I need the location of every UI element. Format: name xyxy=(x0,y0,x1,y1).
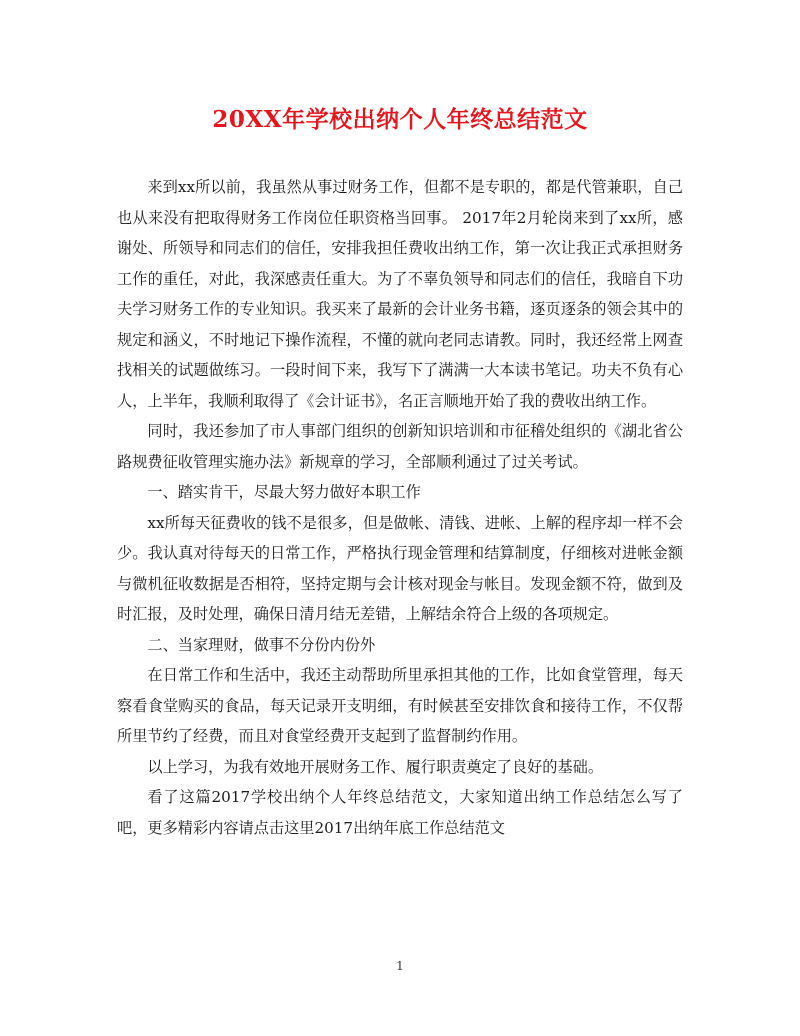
paragraph-foundation: 以上学习，为我有效地开展财务工作、履行职责奠定了良好的基础。 xyxy=(147,757,604,776)
paragraph-intro: 来到xx所以前，我虽然从事过财务工作，但都不是专职的，都是代管兼职，自己也从来没有把取得财务工作岗位任职资格当回事。 2017年2月轮岗来到了xx所，感谢处、所领导和同志们的信任，安排我担任费收出纳工作，第一次让我正式承担财务工作的重任，对此，我深感责任重大。为了不辜负领导和同志们的信任，我暗自下功夫学习财务工作的专业知识。我买来了最新的会计业务书籍，逐页逐条的领会其中的规定和涵义，不时地记下操作流程，不懂的就向老同志请教。同时，我还经常上网查找相关的试题做练习。一段时间下来，我写下了满满一大本读书笔记。功夫不负有心人，上半年，我顺利取得了《会计证书》，名正言顺地开始了我的费收出纳工作。 xyxy=(117,178,683,410)
paragraph-other-work: 在日常工作和生活中，我还主动帮助所里承担其他的工作，比如食堂管理，每天察看食堂购买的食品，每天记录开支明细，有时候甚至安排饮食和接待工作，不仅帮所里节约了经费，而且对食堂经费开支起到了监督制约作用。 xyxy=(117,666,683,745)
document-body xyxy=(117,172,683,843)
section-heading-1: 一、踏实肯干，尽最大努力做好本职工作 xyxy=(147,483,421,501)
document-title: 20XX年学校出纳个人年终总结范文 xyxy=(212,106,588,133)
paragraph-daily-work: xx所每天征费收的钱不是很多，但是做帐、清钱、进帐、上解的程序却一样不会少。我认真对待每天的日常工作，严格执行现金管理和结算制度，仔细核对进帐金额与微机征收数据是否相符，坚持定期与会计核对现金与帐目。发现金额不符，做到及时汇报，及时处理，确保日清月结无差错，上解结余符合上级的各项规定。 xyxy=(117,513,683,623)
section-heading-2: 二、当家理财，做事不分份内份外 xyxy=(147,635,376,654)
paragraph-training: 同时，我还参加了市人事部门组织的创新知识培训和市征稽处组织的《湖北省公路规费征收管理实施办法》新规章的学习，全部顺利通过了过关考试。 xyxy=(117,422,683,471)
paragraph-closing: 看了这篇2017学校出纳个人年终总结范文，大家知道出纳工作总结怎么写了吧，更多精彩内容请点击这里2017出纳年底工作总结范文 xyxy=(117,788,683,837)
page-number: 1 xyxy=(396,959,404,973)
